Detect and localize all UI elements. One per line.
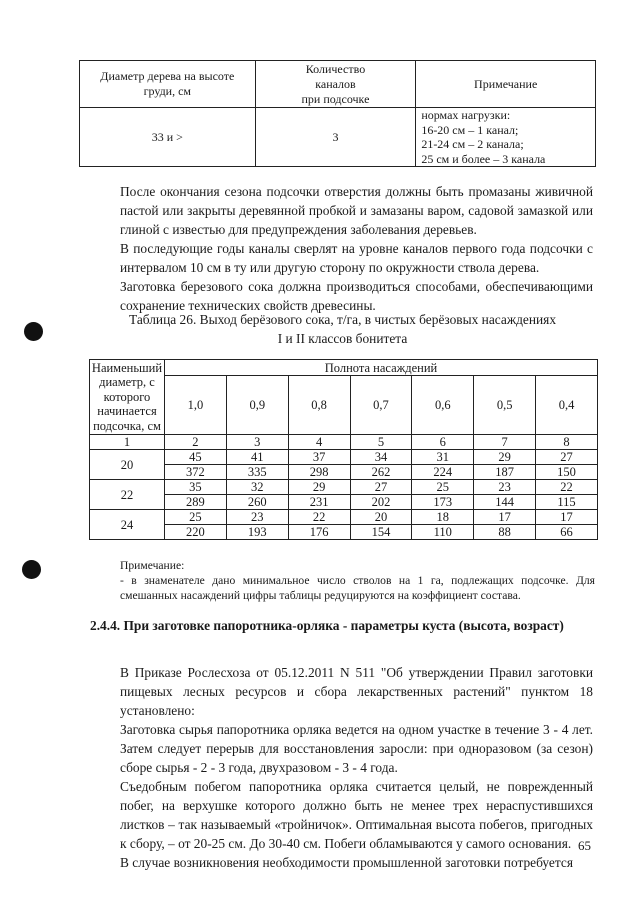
trees-cell: 220 — [164, 525, 226, 540]
trees-cell: 173 — [412, 495, 474, 510]
binder-hole-icon — [22, 560, 41, 579]
header-line: каналов — [315, 76, 356, 91]
paragraph: Заготовка березового сока должна производиться способами, обеспечивающими сохранение технических свойств древесины. — [120, 279, 593, 313]
header-line: диаметр, с — [99, 375, 155, 390]
column-number: 2 — [164, 435, 226, 450]
density-header: 0,9 — [226, 376, 288, 435]
corner-header-cell — [90, 360, 165, 435]
header-line: Наименьший — [91, 360, 163, 375]
table-note — [120, 558, 595, 603]
table-header-cell — [255, 61, 416, 108]
sap-cell: 23 — [474, 480, 536, 495]
header-line: начинается — [97, 404, 157, 419]
note-title: Примечание: — [120, 559, 185, 572]
header-line: которого — [103, 389, 151, 404]
trees-cell: 202 — [350, 495, 412, 510]
paragraph: Съедобным побегом папоротника орляка считается целый, не поврежденный побег, на верхушке которого должно быть не менее трех нераспустившихся листков – так называемый «тройничок». Оптимальная высота побегов, пригодных к сбору, – от 20-25 см. До 30-40 см. Побеги обламываются у самого основания. — [120, 779, 593, 851]
table-cell-diameter: 33 и > — [80, 108, 256, 167]
sap-cell: 41 — [226, 450, 288, 465]
note-line: нормах нагрузки: — [421, 108, 511, 122]
diameter-cell: 22 — [90, 480, 165, 510]
trees-cell: 372 — [164, 465, 226, 480]
table-header-cell — [80, 61, 256, 108]
trees-cell: 88 — [474, 525, 536, 540]
sap-cell: 22 — [288, 510, 350, 525]
density-header: 0,7 — [350, 376, 412, 435]
density-header: 0,6 — [412, 376, 474, 435]
paragraph: В последующие годы каналы сверлят на уровне каналов первого года подсочки с интервалом 10 см в ту или другую сторону по окружности ствола дерева. — [120, 241, 593, 275]
caption-line: I и II классов бонитета — [277, 331, 408, 346]
sap-cell: 27 — [350, 480, 412, 495]
sap-cell: 35 — [164, 480, 226, 495]
column-number: 6 — [412, 435, 474, 450]
paragraph: Заготовка сырья папоротника орляка ведется на одном участке в течение 3 - 4 лет. Затем следует перерыв для восстановления заросли: при одноразовом (за сезон) сборе сырья - 2 - 3 года, двухразовом - 3 - 4 года. — [120, 722, 593, 775]
table-header-cell: Примечание — [416, 61, 596, 108]
note-line: 21-24 см – 2 канала; — [421, 137, 524, 151]
trees-cell: 115 — [536, 495, 598, 510]
header-line: груди, см — [143, 84, 192, 98]
table-caption — [90, 310, 595, 348]
density-header: 1,0 — [164, 376, 226, 435]
column-number: 8 — [536, 435, 598, 450]
density-header: 0,4 — [536, 376, 598, 435]
note-line: 16-20 см – 1 канал; — [421, 122, 519, 137]
trees-cell: 176 — [288, 525, 350, 540]
trees-cell: 289 — [164, 495, 226, 510]
page-number: 65 — [578, 838, 591, 853]
trees-cell: 335 — [226, 465, 288, 480]
sap-cell: 29 — [474, 450, 536, 465]
paragraph: В случае возникновения необходимости промышленной заготовки потребуется — [120, 855, 573, 870]
table-cell-notes — [416, 108, 596, 167]
trees-cell: 260 — [226, 495, 288, 510]
trees-cell: 150 — [536, 465, 598, 480]
sap-cell: 34 — [350, 450, 412, 465]
trees-cell: 187 — [474, 465, 536, 480]
sap-cell: 31 — [412, 450, 474, 465]
section-heading: 2.4.4. При заготовке папоротника-орляка - параметры куста (высота, возраст) — [90, 618, 564, 633]
trees-cell: 66 — [536, 525, 598, 540]
sap-cell: 25 — [412, 480, 474, 495]
paragraph: После окончания сезона подсочки отверстия должны быть промазаны живичной пастой или закрыты деревянной пробкой и замазаны варом, садовой замазкой или глиной с известью для предупреждения заболевания деревьев. — [120, 184, 593, 237]
sap-cell: 37 — [288, 450, 350, 465]
binder-hole-icon — [24, 322, 43, 341]
diameter-cell: 20 — [90, 450, 165, 480]
table-cell-channels: 3 — [255, 108, 416, 167]
trees-cell: 224 — [412, 465, 474, 480]
header-line: подсочка, см — [93, 418, 161, 433]
trees-cell: 298 — [288, 465, 350, 480]
column-number: 5 — [350, 435, 412, 450]
sap-cell: 17 — [474, 510, 536, 525]
header-line: Диаметр дерева на высоте — [100, 69, 235, 83]
body-text-block-2 — [90, 663, 593, 872]
sap-cell: 45 — [164, 450, 226, 465]
sap-cell: 29 — [288, 480, 350, 495]
header-line: Количество — [305, 61, 366, 76]
sap-cell: 18 — [412, 510, 474, 525]
sap-cell: 25 — [164, 510, 226, 525]
birch-sap-yield-table — [89, 359, 598, 540]
note-text: - в знаменателе дано минимальное число стволов на 1 га, подлежащих подсочке. Для смешанных насаждений цифры таблицы редуцируются на коэффициент состава. — [120, 574, 595, 602]
trees-cell: 144 — [474, 495, 536, 510]
caption-line: Таблица 26. Выход берёзового сока, т/га, в чистых берёзовых насаждениях — [128, 312, 557, 327]
sap-cell: 27 — [536, 450, 598, 465]
column-number: 1 — [90, 435, 165, 450]
note-line: 25 см и более – 3 канала — [421, 151, 546, 166]
body-text-block-1 — [90, 182, 593, 315]
harvest-channels-table — [79, 60, 596, 167]
group-header-cell: Полнота насаждений — [164, 360, 597, 376]
density-header: 0,8 — [288, 376, 350, 435]
trees-cell: 154 — [350, 525, 412, 540]
trees-cell: 193 — [226, 525, 288, 540]
header-line: при подсочке — [301, 91, 370, 106]
sap-cell: 23 — [226, 510, 288, 525]
column-number: 3 — [226, 435, 288, 450]
density-header: 0,5 — [474, 376, 536, 435]
trees-cell: 262 — [350, 465, 412, 480]
sap-cell: 20 — [350, 510, 412, 525]
sap-cell: 22 — [536, 480, 598, 495]
trees-cell: 231 — [288, 495, 350, 510]
diameter-cell: 24 — [90, 510, 165, 540]
paragraph: В Приказе Рослесхоза от 05.12.2011 N 511 "Об утверждении Правил заготовки пищевых лесных ресурсов и сбора лекарственных растений" пунктом 18 установлено: — [120, 665, 593, 718]
sap-cell: 17 — [536, 510, 598, 525]
trees-cell: 110 — [412, 525, 474, 540]
sap-cell: 32 — [226, 480, 288, 495]
column-number: 4 — [288, 435, 350, 450]
column-number: 7 — [474, 435, 536, 450]
